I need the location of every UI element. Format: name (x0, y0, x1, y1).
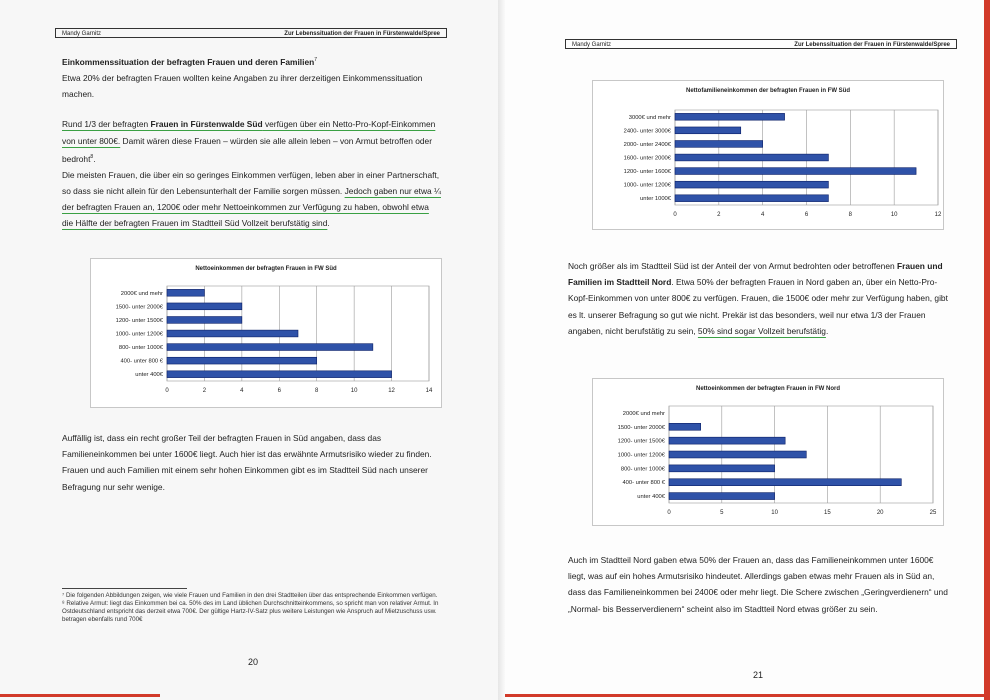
text-span: . Etwa 50% der befragten Frauen in Nord gaben an, über ein Netto-Pro-Kopf-Einkommen von unter 800€ zu verfügen. Frauen, die 1500€ oder mehr zur Verfügung haben, gibt es lt. unserer Befragung so gut wie nicht. Prekär ist das besonders, weil nur etwa 1/3 der Frauen angaben, nicht berufstätig zu sein, (568, 277, 948, 336)
paragraph: Frauen und auch Familien mit einem sehr hohen Einkommen gibt es im Stadtteil Süd nach unserer Befragung nur sehr wenige. (62, 465, 428, 492)
category-label: 400- unter 800 € (622, 480, 665, 487)
header-author: Mandy Garnitz (62, 31, 102, 37)
bar (675, 168, 916, 175)
category-label: 1500- unter 2000€ (115, 304, 163, 311)
bar (675, 127, 741, 134)
category-label: 2400- unter 3000€ (623, 128, 671, 135)
bar (675, 181, 828, 188)
text-block-middle (568, 258, 952, 339)
paragraph: Auffällig ist, dass ein recht großer Teil der befragten Frauen in Süd angaben, dass das Familieneinkommen bei unter 1600€ liegt. Auch hier ist das erwähnte Armutsrisiko wieder zu finden. (62, 433, 432, 460)
page-header (55, 28, 447, 38)
text-block-bottom (568, 552, 952, 617)
x-tick-label: 8 (848, 212, 853, 218)
footnote-8: ⁸ Relative Armut: liegt das Einkommen bei ca. 50% des im Land üblichen Durchschnitteinkommens, so spricht man von relativer Armut. In Ostdeutschland entspricht das derzeit etwa 700€. Der gültige Hartz-IV-Satz plus weitere Leistungen wie Anspruch auf Mietzuschuss usw. betragen ebenfalls rund 700€ (62, 600, 439, 623)
x-tick-label: 0 (165, 388, 169, 394)
footnotes (62, 592, 440, 624)
bar (675, 141, 763, 148)
x-tick-label: 12 (934, 212, 942, 218)
footnote-ref: 7 (314, 57, 318, 63)
x-tick-label: 8 (315, 388, 319, 394)
x-tick-label: 10 (890, 212, 898, 218)
category-label: 1500- unter 2000€ (617, 424, 665, 431)
x-tick-label: 4 (240, 388, 244, 394)
bar (167, 317, 242, 324)
text-block-bottom (62, 430, 446, 495)
category-label: 1000- unter 1200€ (115, 331, 163, 338)
category-label: 1200- unter 1500€ (617, 438, 665, 445)
chart-sued-familien (592, 80, 944, 230)
x-tick-label: 10 (771, 510, 778, 516)
footnote-7: ⁷ Die folgenden Abbildungen zeigen, wie viele Frauen und Familien in den drei Stadtteilen über das entsprechende Einkommen verfügen. (62, 592, 438, 599)
bar (167, 371, 392, 378)
x-tick-label: 20 (876, 510, 884, 516)
bar (167, 289, 204, 296)
bar (675, 113, 785, 120)
x-tick-label: 6 (277, 388, 281, 394)
category-label: 800- unter 1000€ (620, 466, 665, 473)
bar (167, 344, 373, 351)
category-label: 1600- unter 2000€ (623, 155, 671, 162)
x-tick-label: 6 (804, 212, 809, 218)
page-header (565, 39, 957, 49)
chart-title: Nettoeinkommen der befragten Frauen in FW Süd (195, 266, 337, 272)
x-tick-label: 14 (425, 388, 433, 394)
paragraph (568, 258, 952, 339)
footnote-divider (62, 588, 187, 589)
category-label: 400- unter 800 € (120, 358, 163, 365)
paragraph (62, 116, 442, 166)
category-label: 3000€ und mehr (628, 114, 671, 121)
header-title: Zur Lebenssituation der Frauen in Fürstenwalde/Spree (284, 31, 440, 37)
page-edge (505, 694, 990, 697)
underlined-text: 50% sind sogar Vollzeit berufstätig (697, 325, 826, 336)
page-number: 20 (248, 657, 259, 667)
emphasis-text: Frauen in Fürstenwalde Süd (150, 119, 263, 130)
bar (669, 423, 701, 430)
text-span: . (93, 153, 96, 164)
emphasis-text: Frauen und Familien im Stadtteil Nord (568, 261, 943, 288)
x-tick-label: 0 (673, 212, 677, 218)
page-edge (984, 0, 990, 700)
bar (669, 465, 775, 472)
category-label: unter 400€ (135, 372, 163, 379)
chart-canvas (593, 81, 945, 231)
category-label: unter 400€ (637, 494, 665, 501)
x-tick-label: 4 (760, 212, 765, 218)
category-label: 1200- unter 1600€ (623, 169, 671, 176)
text-span: . (327, 218, 330, 229)
chart-sued-frauen (90, 258, 442, 408)
category-label: 800- unter 1000€ (118, 345, 163, 352)
chart-title: Nettoeinkommen der befragten Frauen in FW Nord (695, 386, 840, 392)
chart-nord-frauen (592, 378, 944, 526)
x-tick-label: 25 (929, 510, 937, 516)
x-tick-label: 2 (717, 212, 721, 218)
underlined-text: verfügen über ein Netto-Pro-Kopf-Einkommen von unter 800€. (62, 119, 436, 146)
text-span: Damit wären diese Frauen – würden sie alle allein leben – von Armut betroffen oder bedroht (62, 135, 432, 164)
category-label: 1000- unter 1200€ (623, 182, 671, 189)
bar (675, 154, 828, 161)
page-21 (505, 0, 990, 700)
page-edge (0, 694, 160, 697)
x-tick-label: 0 (667, 510, 671, 516)
chart-canvas (91, 259, 443, 409)
bar (669, 437, 785, 444)
underlined-text: Jedoch gaben nur etwa ¼ der befragten Frauen an, 1200€ oder mehr Nettoeinkommen zur Verfügung zu haben, obwohl etwa die Hälfte der befragten Frauen im Stadtteil Süd Vollzeit berufstätig sind (62, 186, 441, 229)
header-author: Mandy Garnitz (572, 42, 612, 48)
text-span: Noch größer als im Stadtteil Süd ist der Anteil der von Armut bedrohten oder betroffenen (568, 261, 897, 271)
category-label: 2000€ und mehr (622, 410, 665, 417)
x-tick-label: 2 (202, 388, 207, 394)
header-title: Zur Lebenssituation der Frauen in Fürstenwalde/Spree (794, 42, 950, 48)
page-number: 21 (753, 670, 764, 680)
bar (669, 451, 806, 458)
category-label: 2000€ und mehr (120, 290, 163, 297)
bar (167, 357, 317, 364)
text-span: Die meisten Frauen, die über ein so geringes Einkommen verfügen, leben aber in einer Partnerschaft, so dass sie nicht allein für den Lebensunterhalt der Familie sorgen müssen. (62, 169, 440, 197)
chart-title: Nettofamilieneinkommen der befragten Frauen in FW Süd (685, 88, 851, 94)
category-label: 1200- unter 1500€ (115, 317, 163, 324)
text-block-top (62, 52, 442, 232)
paragraph: Etwa 20% der befragten Frauen wollten keine Angaben zu ihrer derzeitigen Einkommenssituation machen. (62, 73, 423, 100)
chart-canvas (593, 379, 945, 527)
bar (167, 303, 242, 310)
x-tick-label: 10 (350, 388, 358, 394)
bar (675, 195, 828, 202)
footnote-ref: 8 (90, 153, 94, 160)
bar (669, 479, 901, 486)
section-heading: Einkommenssituation der befragten Frauen und deren Familien (62, 56, 315, 67)
category-label: unter 1000€ (640, 196, 671, 203)
x-tick-label: 5 (720, 510, 724, 516)
paragraph: Auch im Stadtteil Nord gaben etwa 50% der Frauen an, dass das Familieneinkommen unter 1600€ liegt, was auf ein hohes Armutsrisiko hindeutet. Allerdings gaben etwas mehr Frauen als in Süd an, dass das Familieneinkommen bei 2400€ oder mehr liegt. Die Schere zwischen „Geringverdienern“ und „Normal- bis Besserverdienern“ scheint also im Stadtteil Nord etwas größer zu sein. (568, 555, 948, 614)
paragraph (62, 167, 442, 232)
bar (669, 493, 775, 500)
bar (167, 330, 298, 337)
underlined-text: Rund 1/3 der befragten (62, 119, 151, 130)
x-tick-label: 12 (388, 388, 395, 394)
category-label: 2000- unter 2400€ (623, 141, 671, 148)
x-tick-label: 15 (824, 510, 831, 516)
text-span: . (825, 325, 829, 336)
category-label: 1000- unter 1200€ (617, 452, 665, 459)
